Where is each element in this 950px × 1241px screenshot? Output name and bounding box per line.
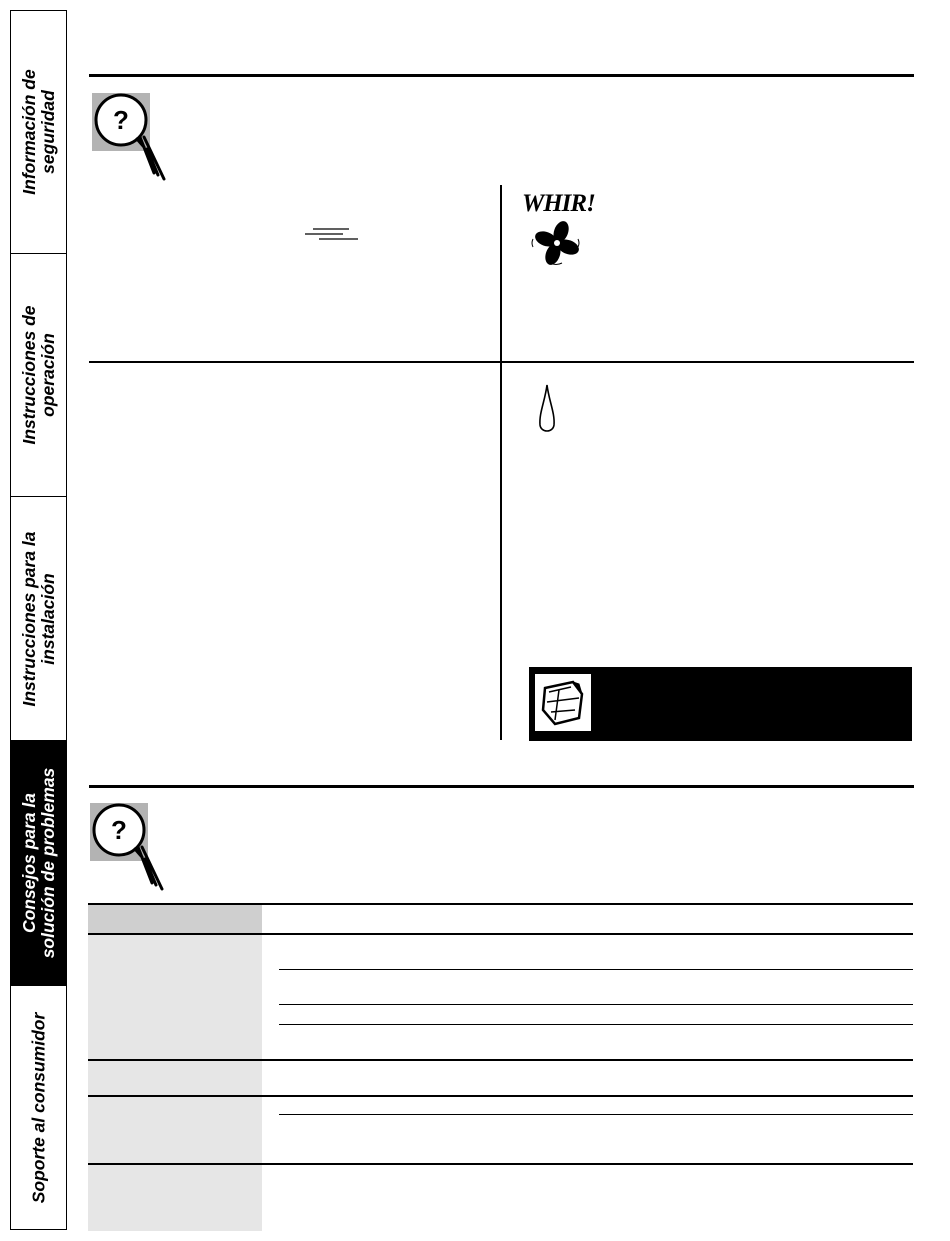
tab-label[interactable]: Soporte al consumidor bbox=[28, 1012, 48, 1203]
tab-troubleshooting-tips[interactable] bbox=[11, 741, 66, 986]
tab-label[interactable]: Información de seguridad bbox=[18, 69, 58, 195]
tab-installation-instructions[interactable] bbox=[11, 497, 66, 741]
side-tab-column bbox=[10, 10, 67, 1230]
table-subrow-rule bbox=[279, 1024, 913, 1025]
tab-operating-instructions[interactable] bbox=[11, 254, 66, 497]
table-header-cell bbox=[88, 905, 262, 933]
section-top-rule bbox=[89, 74, 914, 77]
water-drop-icon bbox=[537, 383, 557, 437]
fan-icon bbox=[530, 219, 582, 267]
airflow-lines-icon bbox=[303, 227, 359, 241]
tab-consumer-support[interactable] bbox=[11, 986, 66, 1229]
note-callout-box bbox=[529, 667, 912, 741]
whir-text: WHIR! bbox=[522, 190, 595, 217]
magnifier-question-icon bbox=[90, 803, 170, 891]
table-row-label-cell bbox=[88, 935, 262, 1059]
table-row-label-cell bbox=[88, 1097, 262, 1163]
svg-text:?: ? bbox=[113, 105, 129, 135]
tab-label[interactable]: Instrucciones para la instalación bbox=[18, 530, 58, 707]
section-top-rule bbox=[89, 785, 914, 788]
magnifier-question-icon bbox=[92, 93, 172, 181]
column-divider bbox=[500, 185, 502, 740]
tab-label[interactable]: Instrucciones de operación bbox=[18, 305, 58, 445]
table-row-label-cell bbox=[88, 1061, 262, 1095]
table-subrow-rule bbox=[279, 1004, 913, 1005]
table-row-label-cell bbox=[88, 1165, 262, 1231]
table-subrow-rule bbox=[279, 969, 913, 970]
tab-label[interactable]: Consejos para la solución de problemas bbox=[18, 767, 58, 959]
svg-text:?: ? bbox=[111, 815, 127, 845]
fan-sound-label bbox=[522, 190, 595, 218]
table-subrow-rule bbox=[279, 1114, 913, 1115]
section-mid-rule bbox=[89, 361, 914, 363]
crumpled-paper-icon bbox=[535, 674, 591, 731]
tab-safety-information[interactable] bbox=[11, 11, 66, 254]
